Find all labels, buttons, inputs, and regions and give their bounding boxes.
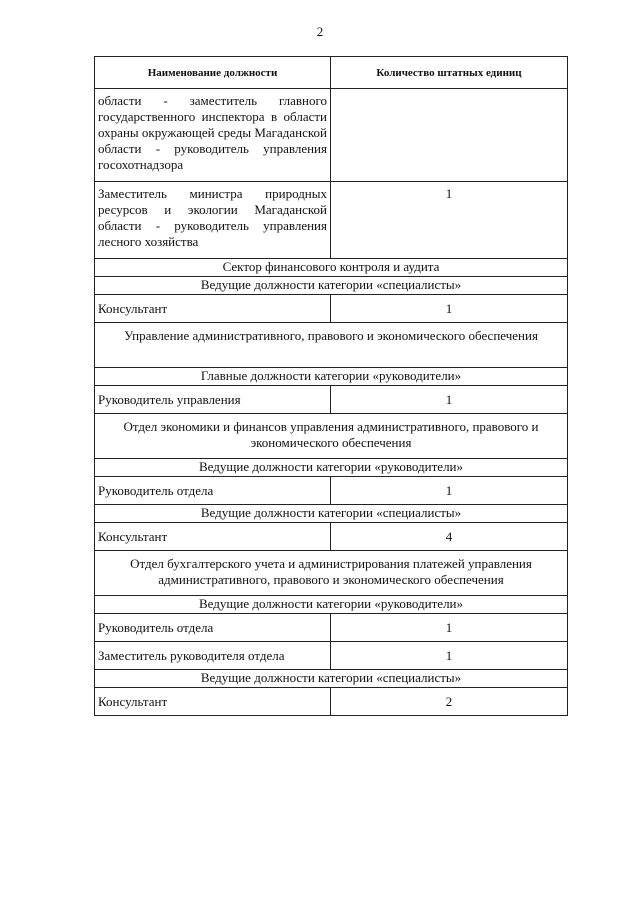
section-title: Сектор финансового контроля и аудита — [95, 259, 568, 277]
section-row — [95, 670, 568, 688]
section-title: Отдел бухгалтерского учета и администрирования платежей управления административного, правового и экономического обеспечения — [95, 551, 568, 596]
section-row — [95, 551, 568, 596]
table-row — [95, 614, 568, 642]
staff-units: 1 — [331, 295, 568, 323]
position-name: Заместитель министра природных ресурсов и экологии Магаданской области - руководитель управления лесного хозяйства — [95, 182, 331, 259]
header-position-name: Наименование должности — [95, 57, 331, 89]
section-row — [95, 459, 568, 477]
staff-units: 1 — [331, 182, 568, 259]
position-name: Заместитель руководителя отдела — [95, 642, 331, 670]
staff-units: 1 — [331, 386, 568, 414]
section-title: Отдел экономики и финансов управления административного, правового и экономического обеспечения — [95, 414, 568, 459]
position-name: Консультант — [95, 523, 331, 551]
section-row — [95, 277, 568, 295]
section-title: Ведущие должности категории «специалисты» — [95, 277, 568, 295]
section-title: Главные должности категории «руководители» — [95, 368, 568, 386]
staff-units: 2 — [331, 688, 568, 716]
staff-units — [331, 89, 568, 182]
table-row — [95, 386, 568, 414]
table-row — [95, 642, 568, 670]
staff-units: 1 — [331, 614, 568, 642]
table-row — [95, 89, 568, 182]
staff-units: 4 — [331, 523, 568, 551]
section-row — [95, 414, 568, 459]
section-row — [95, 505, 568, 523]
section-title: Ведущие должности категории «руководители» — [95, 459, 568, 477]
position-name: Консультант — [95, 295, 331, 323]
section-row — [95, 596, 568, 614]
table-row — [95, 523, 568, 551]
table-row — [95, 477, 568, 505]
position-name: Консультант — [95, 688, 331, 716]
section-row — [95, 323, 568, 368]
table-row — [95, 688, 568, 716]
section-row — [95, 259, 568, 277]
position-name: области - заместитель главного государственного инспектора в области охраны окружающей среды Магаданской области - руководитель управления госохотнадзора — [95, 89, 331, 182]
section-title: Ведущие должности категории «специалисты» — [95, 670, 568, 688]
position-name: Руководитель отдела — [95, 477, 331, 505]
header-staff-units: Количество штатных единиц — [331, 57, 568, 89]
section-title: Управление административного, правового и экономического обеспечения — [95, 323, 568, 368]
header-row — [95, 57, 568, 89]
section-title: Ведущие должности категории «руководители» — [95, 596, 568, 614]
staff-units: 1 — [331, 642, 568, 670]
position-name: Руководитель управления — [95, 386, 331, 414]
position-name: Руководитель отдела — [95, 614, 331, 642]
table-row — [95, 295, 568, 323]
section-title: Ведущие должности категории «специалисты» — [95, 505, 568, 523]
staff-units: 1 — [331, 477, 568, 505]
staff-table — [94, 56, 568, 716]
table-row — [95, 182, 568, 259]
section-row — [95, 368, 568, 386]
page-number: 2 — [316, 24, 324, 39]
